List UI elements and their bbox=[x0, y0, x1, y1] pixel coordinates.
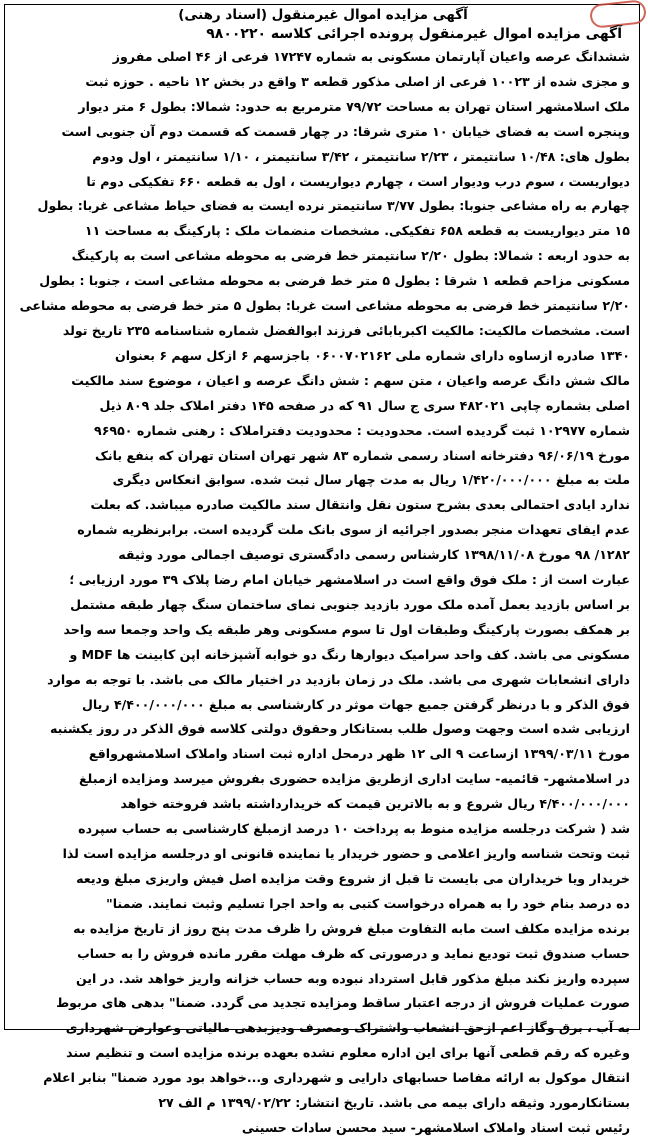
text-line: ارزیابی شده است وجهت وصول طلب بستانکار وحقوق دولتی کلاسه فوق الذکر در روز یکشنبه bbox=[49, 721, 630, 737]
text-line: به آب ، برق وگاز اعم ازحق انشعاب واشتراک ومصرف ودیزبدهی مالیاتی وعوارض شهرداری bbox=[65, 1020, 630, 1036]
text-line: صورت عملیات فروش از درجه اعتبار ساقط ومزایده تجدید می گردد. ضمنا" بدهی های مربوط bbox=[56, 995, 630, 1011]
text-line: ۱۲۸۲/ ۹۸ مورخ ۱۳۹۸/۱۱/۰۸ کارشناس رسمی دادگستری توصیف اجمالی مورد وثیقه bbox=[118, 547, 630, 563]
text-line: سپرده واریز نکند مبلغ مذکور قابل استرداد نبوده وبه حساب خزانه واریز خواهد شد. در این bbox=[75, 970, 630, 986]
notice-body bbox=[10, 6, 636, 1135]
text-line: است. مشخصات مالکیت: مالکیت اکبربابائی فرزند ابوالفضل شماره شناسنامه ۲۳۵ تاریخ تولد bbox=[62, 322, 630, 338]
text-line: بطول های: ۱۰/۴۸ سانتیمتر ، ۲/۲۳ سانتیمتر ، ۳/۴۲ سانتیمتر ، ۱/۱۰ سانتیمتر ، اول ودوم bbox=[92, 148, 630, 164]
text-line: مالک شش دانگ عرصه واعیان ، متن سهم : شش دانگ عرصه و اعیان ، موضوع سند مالکیت bbox=[71, 372, 630, 388]
text-line: مسکونی مزاحم قطعه ۱ شرقا : بطول ۵ متر خط فرضی به محوطه مشاعی است ، جنوبا : بطول bbox=[39, 273, 630, 289]
text-line: حساب صندوق ثبت تودیع نماید و درصورتی که ظرف مهلت مقرر مانده فروش را به حساب bbox=[77, 945, 630, 961]
text-line: بر همکف بصورت پارکینگ وطبقات اول تا سوم مسکونی وهر طبقه یک واحد وجمعا سه واحد bbox=[63, 621, 630, 637]
text-line: چهارم به راه مشاعی جنوبا: بطول ۳/۷۷ سانتیمتر نرده ایست به فضای حیاط مشاعی غربا: بطول bbox=[37, 198, 630, 214]
text-line: دیواریست ، سوم درب ودیوار است ، چهارم دیواریست ، اول به قطعه ۶۶۰ تفکیکی دوم تا bbox=[86, 173, 630, 189]
notice-text bbox=[10, 45, 636, 1141]
text-line: بر اساس بازدید بعمل آمده ملک مورد بازدید جنوبی نمای ساختمان سنگ چهار طبقه مشتمل bbox=[70, 596, 630, 612]
text-line: در اسلامشهر- قائمیه- سایت اداری ازطریق مزایده حضوری بفروش میرسد ومزایده ازمبلغ bbox=[78, 771, 630, 787]
text-line: ۲/۲۰ سانتیمتر خط فرضی به محوطه مشاعی است غربا: بطول ۵ متر خط فرضی به محوطه مشاعی bbox=[19, 298, 630, 314]
text-line: انتقال موکول به ارائه مفاصا حسابهای دارایی و شهرداری و...خواهد بود مورد ضمنا" بنابر اعلام bbox=[43, 1070, 630, 1086]
text-line: ندارد ایادی احتمالی بعدی بشرح ستون نقل وانتقال سند مالکیت صادره میباشد. که بعلت bbox=[90, 497, 630, 513]
text-line: ۴/۴۰۰/۰۰۰/۰۰۰ ریال شروع و به بالاترین قیمت که خریدارداشته باشد فروخته خواهد bbox=[120, 796, 630, 812]
text-line: ملت به مبلغ ۱/۴۲۰/۰۰۰/۰۰۰ ریال به مدت چهار سال ثبت شده. سوابق انعکاس دیگری bbox=[112, 472, 630, 488]
text-line: ملک اسلامشهر استان تهران به مساحت ۷۹/۷۲ مترمربع به حدود: شمالا: بطول ۶ متر دیوار bbox=[78, 98, 630, 114]
text-line: ۱۵ متر دیواریست به قطعه ۶۵۸ تفکیکی. مشخصات منضمات ملک : پارکینگ به مساحت ۱۱ bbox=[84, 223, 630, 239]
text-line: مسکونی می باشد. کف واحد سرامیک دیوارها رنگ دو خوابه آشپزخانه اپن کابینت ها MDF و bbox=[69, 646, 630, 662]
text-line: به حدود اربعه : شمالا: بطول ۲/۲۰ سانتیمتر خط فرضی به محوطه مشاعی است به پارکینگ bbox=[71, 248, 630, 264]
text-line: ثبت وتحت شناسه واریز اعلامی و حضور خریدار یا نماینده قانونی او درجلسه مزایده است لذا bbox=[62, 846, 630, 861]
text-line: عبارت است از : ملک فوق واقع است در اسلامشهر خیابان امام رضا پلاک ۳۹ مورد ارزیابی ؛ bbox=[69, 572, 630, 588]
text-line: رئیس ثبت اسناد واملاک اسلامشهر- سید محسن سادات حسینی bbox=[241, 1119, 630, 1135]
text-line: و مجزی شده از ۱۰۰۲۳ فرعی از اصلی مذکور قطعه ۳ واقع در بخش ۱۲ ناحیه . حوزه ثبت bbox=[85, 73, 630, 89]
text-line: عدم ایفای تعهدات منجر بصدور اجرائیه از سوی بانک ملت گردیده است. برابرنظریه شماره bbox=[77, 522, 630, 538]
text-line: اصلی بشماره چاپی ۴۸۲۰۲۱ سری ج سال ۹۱ که در صفحه ۱۴۵ دفتر املاک جلد ۸۰۹ ذیل bbox=[99, 397, 630, 413]
text-line: بستانکارمورد وثیقه دارای بیمه می باشد. تاریخ انتشار: ۱۳۹۹/۰۲/۲۲ م الف ۲۷ bbox=[158, 1095, 630, 1111]
text-line: وغیره که رقم قطعی آنها برای این اداره معلوم نشده بعهده برنده مزایده است و تنظیم سند bbox=[66, 1045, 630, 1061]
text-line: شد ( شرکت درجلسه مزایده منوط به پرداخت ۱۰ درصد ازمبلغ کارشناسی به حساب سپرده bbox=[78, 821, 630, 837]
text-line: ۱۳۴۰ صادره ازساوه دارای شماره ملی ۰۶۰۰۷۰۲۱۶۲ باجزسهم ۶ ازکل سهم ۶ بعنوان bbox=[114, 347, 630, 363]
notice-heading: آگهی مزایده اموال غیرمنقول (اسناد رهنی) bbox=[178, 7, 468, 23]
text-line: مورخ ۹۶/۰۶/۱۹ دفترخانه اسناد رسمی شماره ۸۳ شهر تهران استان تهران که بنفع بانک bbox=[95, 447, 630, 463]
text-line: ده درصد بنام خود را به همراه درخواست کتبی به واحد اجرا تسلیم وثبت نمایند. ضمنا" bbox=[106, 895, 630, 911]
text-line: مورخ ۱۳۹۹/۰۳/۱۱ ازساعت ۹ الی ۱۲ ظهر درمحل اداره ثبت اسناد واملاک اسلامشهرواقع bbox=[88, 746, 630, 762]
text-line: برنده مزایده مکلف است مابه التفاوت مبلغ فروش را ظرف مدت پنج روز از تاریخ مزایده به bbox=[73, 920, 630, 936]
text-line: ششدانگ عرصه واعیان آپارتمان مسکونی به شماره ۱۷۲۴۷ فرعی از ۴۶ اصلی مفروز bbox=[112, 49, 630, 64]
text-line: فوق الذکر و با درنظر گرفتن جمیع جهات موثر در کارشناسی به مبلغ ۴/۴۰۰/۰۰۰/۰۰۰ ریال bbox=[81, 696, 630, 712]
text-line: وپنجره است به فضای خیابان ۱۰ متری شرقا: در چهار قسمت که قسمت دوم آن جنوبی است bbox=[61, 123, 630, 139]
text-line: شماره ۱۰۲۹۷۷ ثبت گردیده است. محدودیت : محدودیت دفتراملاک : رهنی شماره ۹۶۹۵۰ bbox=[94, 422, 630, 438]
notice-subheading: آگهی مزایده اموال غیرمنقول پرونده اجرائی کلاسه ۹۸۰۰۲۲۰ bbox=[206, 26, 622, 42]
text-line: خریدار ویا خریداران می بایست تا قبل از شروع وقت مزایده اصل فیش واریزی مبلغ ودیعه bbox=[76, 870, 630, 886]
text-line: دارای انشعابات شهری می باشد. ملک در زمان بازدید در اختیار مالک می باشد. با توجه به موارد bbox=[47, 671, 630, 687]
